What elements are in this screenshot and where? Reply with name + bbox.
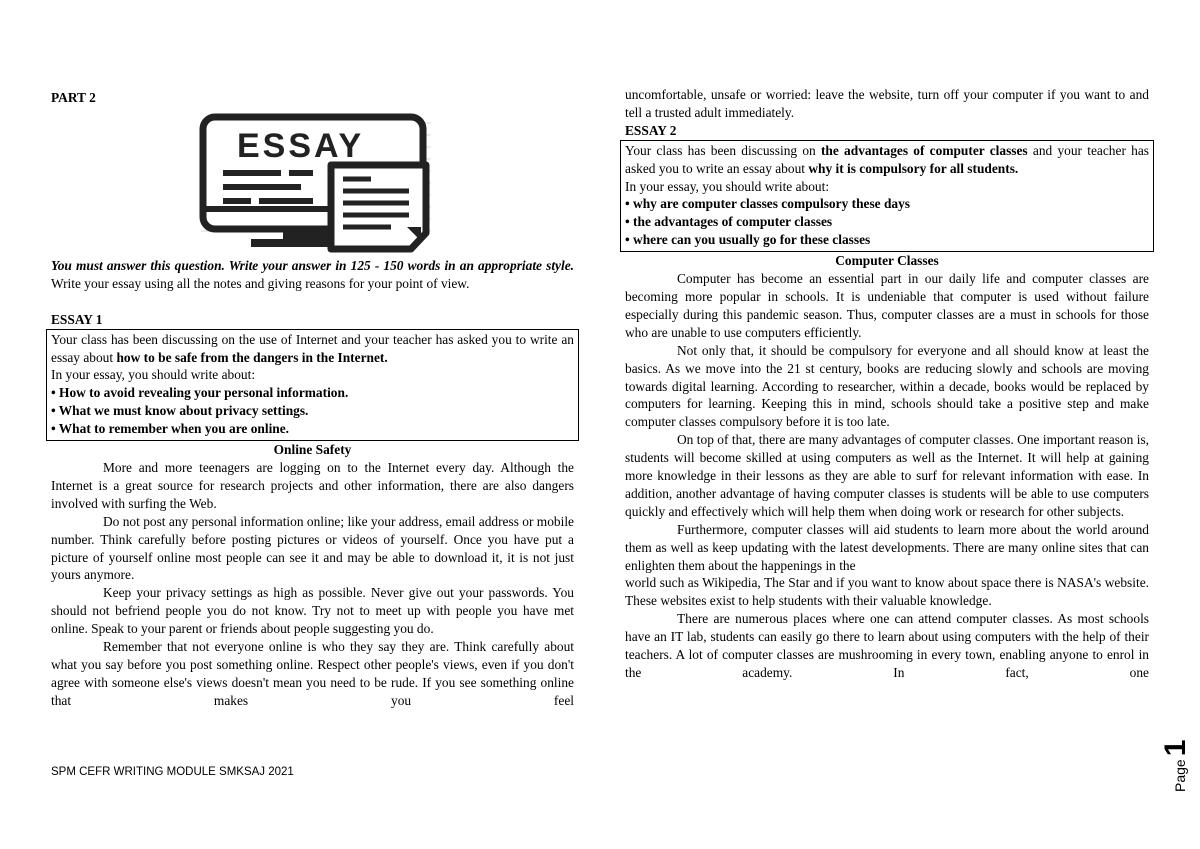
essay2-prompt-text: and your teacher has asked you to write an essay about	[625, 142, 1149, 176]
essay1-paragraph: Remember that not everyone online is who they say they are. Think carefully about what you say before you post something online. Respect other people's views, even if you don't agree with someone else's views doesn't mean you need to be rude. If you see something online that makes you feel	[51, 639, 574, 708]
essay2-bullet: • why are computer classes compulsory these days	[625, 196, 911, 212]
essay2-question-box	[620, 140, 1154, 252]
part-heading: PART 2	[51, 90, 96, 105]
svg-text:ESSAY: ESSAY	[237, 126, 365, 165]
essay1-prompt	[51, 331, 574, 367]
footer: SPM CEFR WRITING MODULE SMKSAJ 2021	[51, 766, 294, 778]
instruction-emphasis: You must answer this question. Write your answer in 125 - 150 words in an appropriate style.	[51, 257, 574, 273]
essay2-label: ESSAY 2	[625, 122, 677, 138]
essay1-paragraph: Keep your privacy settings as high as possible. Never give out your passwords. You should not befriend people you do not know. Try not to meet up with people you have met online. Speak to your parent or friends about people suggesting you do.	[51, 585, 574, 637]
essay2-paragraph: Not only that, it should be compulsory for everyone and all should know at least the basics. As we move into the 21 st century, books are reducing slowly and schools are moving towards digital learning. According to researcher, within a decade, books would be replaced by computers for learning. Keeping this in mind, schools should take a positive step and make computer classes compulsory before it is too late.	[625, 342, 1149, 430]
essay2-should-write: In your essay, you should write about:	[625, 178, 830, 194]
essay2-prompt-focus: why it is compulsory for all students.	[808, 160, 1019, 176]
essay1-paragraph: Do not post any personal information online; like your address, email address or mobile number. Think carefully before posting pictures or videos of yourself. Once you have put a picture of yourself online most people can see it and may be able to download it, it is not just yours anymore.	[51, 513, 574, 583]
essay1-prompt-topic: how to be safe from the dangers in the Internet.	[116, 349, 388, 365]
essay1-title: Online Safety	[273, 442, 352, 458]
right-column	[625, 86, 1149, 682]
essay1-prompt-text: Your class has been discussing on the use of Internet and your teacher has asked you to write an essay about	[51, 331, 574, 365]
essay2-bullet: • where can you usually go for these classes	[625, 232, 871, 248]
instruction-rest: Write your essay using all the notes and giving reasons for your point of view.	[51, 275, 470, 291]
page-label: Page	[1172, 759, 1188, 792]
essay2-prompt	[625, 142, 1149, 178]
instruction	[51, 257, 574, 293]
essay1-label: ESSAY 1	[51, 311, 103, 327]
page-number-mark	[1156, 690, 1196, 790]
essay1-paragraph: More and more teenagers are logging on to the Internet every day. Although the Internet is a great source for research projects and other information, there are also dangers involved with surfing the Web.	[51, 459, 574, 511]
essay1-should-write: In your essay, you should write about:	[51, 367, 256, 383]
essay2-paragraph: Computer has become an essential part in our daily life and computer classes are becoming more popular in schools. It is undeniable that computer is used without failure especially during this pandemic season. Thus, computer classes are a must in schools for those who are unable to use computers efficiently.	[625, 271, 1149, 340]
essay2-prompt-text: Your class has been discussing on	[625, 142, 821, 158]
essay2-paragraph: On top of that, there are many advantages of computer classes. One important reason is, students will become skilled at using computers as well as the Internet. It will help at gaining more knowledge in their lessons as they are able to surf for relevant information with ease. In addition, another advantage of having computer classes is students will be able to use computers quickly and effectively which will help them when doing work or research for other subjects.	[625, 432, 1149, 519]
left-column	[51, 86, 574, 710]
essay2-bullet: • the advantages of computer classes	[625, 214, 833, 230]
essay2-paragraph: world such as Wikipedia, The Star and if you want to know about space there is NASA's website. These websites exist to help students with their valuable knowledge.	[625, 575, 1149, 609]
essay1-bullet: • How to avoid revealing your personal information.	[51, 385, 349, 401]
essay1-continuation: uncomfortable, unsafe or worried: leave the website, turn off your computer if you want to and tell a trusted adult immediately.	[625, 87, 1149, 120]
essay1-question-box	[46, 329, 579, 441]
essay2-paragraph: Furthermore, computer classes will aid students to learn more about the world around them as well as keep updating with the latest developments. There are many online sites that can enlighten them about the happenings in the	[625, 521, 1149, 573]
essay2-prompt-topic: the advantages of computer classes	[820, 142, 1028, 158]
essay2-title: Computer Classes	[835, 253, 939, 269]
essay2-paragraph: There are numerous places where one can attend computer classes. As most schools have an IT lab, students can easily go there to learn about using computers with the help of their teachers. A lot of computer classes are mushrooming in every town, enabling anyone to enrol in the academy. In fact, one	[625, 611, 1149, 680]
essay-logo	[51, 113, 574, 253]
page-number: 1	[1159, 739, 1192, 757]
essay1-bullet: • What we must know about privacy settings.	[51, 403, 309, 419]
essay1-bullet: • What to remember when you are online.	[51, 421, 290, 437]
essay-computer-icon	[51, 113, 574, 253]
